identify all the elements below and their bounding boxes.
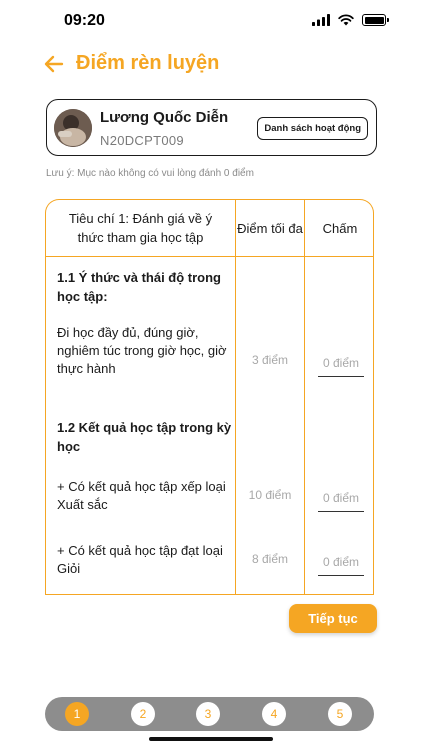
step-pager [45,697,374,731]
page-header [44,52,219,75]
page-dot-3[interactable]: 3 [196,702,220,726]
table-divider [304,200,305,595]
section-title: 1.1 Ý thức và thái độ trong học tập: [57,270,221,304]
note-text: Lưu ý: Mục nào không có vui lòng đánh 0 điểm [46,168,254,179]
profile-card [46,99,377,156]
page-title: Điểm rèn luyện [76,52,220,74]
score-table [45,199,374,595]
back-button[interactable] [44,53,66,75]
score-input[interactable] [318,555,364,576]
page-dot-1[interactable]: 1 [65,702,89,726]
criteria-item-text: Đi học đầy đủ, đúng giờ, nghiêm túc trong giờ học, giờ thực hành [57,325,227,376]
avatar-image [54,109,92,147]
page-dot-2[interactable]: 2 [131,702,155,726]
header-criteria: Tiêu chí 1: Đánh giá về ý thức tham gia học tập [68,211,213,245]
student-id: N20DCPT009 [100,133,184,148]
header-max-score: Điểm tối đa [237,220,303,236]
criteria-item-text: + Có kết quả học tập đạt loại Giỏi [57,543,223,576]
section-title: 1.2 Kết quả học tập trong kỳ học [57,420,232,454]
score-input[interactable] [318,356,364,377]
max-score: 8 điểm [251,552,289,566]
status-bar [0,0,422,44]
max-score: 3 điểm [251,353,289,367]
battery-icon [362,14,386,26]
criteria-item-text: + Có kết quả học tập xếp loại Xuất sắc [57,479,226,512]
profile-name: Lương Quốc Diễn [100,109,229,126]
home-indicator [149,737,273,741]
header-score: Chấm [322,220,358,236]
continue-button[interactable]: Tiếp tục [289,604,377,633]
table-divider [46,256,373,257]
wifi-icon [338,14,354,26]
table-divider [235,200,236,595]
status-icons [312,14,386,26]
signal-icon [312,14,330,26]
avatar [54,109,92,147]
score-input[interactable] [318,491,364,512]
max-score: 10 điểm [248,488,292,502]
page-dot-4[interactable]: 4 [262,702,286,726]
activity-list-button[interactable]: Danh sách hoạt động [257,117,368,140]
table-divider [46,594,373,595]
arrow-left-icon [44,55,64,73]
page-dot-5[interactable]: 5 [328,702,352,726]
status-time: 09:20 [64,12,105,29]
